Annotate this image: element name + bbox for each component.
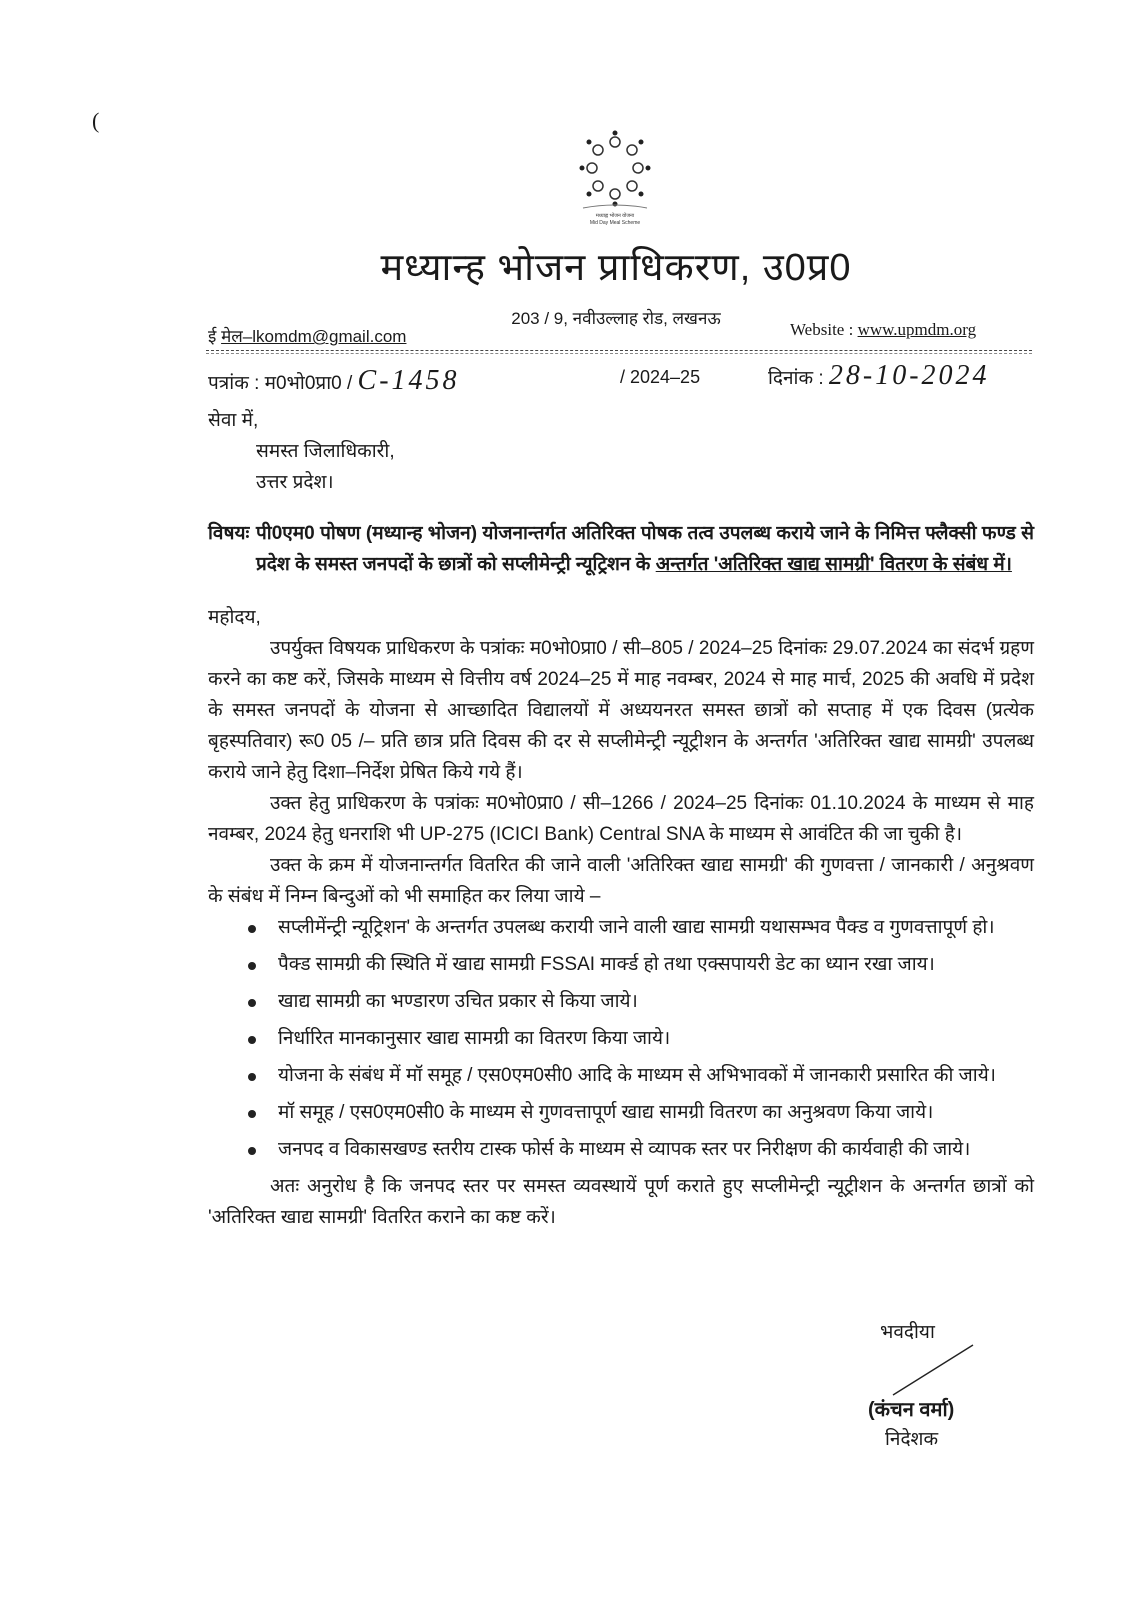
signatory-designation: निदेशक [885, 1429, 939, 1450]
email-link[interactable]: मेल–lkomdm@gmail.com [221, 327, 407, 346]
email-line [208, 324, 406, 347]
paragraph-3: उक्त के क्रम में योजनान्तर्गत वितरित की जाने वाली 'अतिरिक्त खाद्य सामग्री' की गुणवत्ता / जानकारी / अनुश्रवण के संबंध में निम्न बिन्दुओं को भी समाहित कर लिया जाये – [208, 855, 1034, 907]
subject-label: विषयः [208, 523, 250, 544]
subject-text [256, 518, 1034, 580]
mid-day-meal-logo [575, 128, 655, 228]
list-item: जनपद व विकासखण्ड स्तरीय टास्क फोर्स के माध्यम से व्यापक स्तर पर निरीक्षण की कार्यवाही की जाये। [278, 1134, 1034, 1165]
salutation-to: सेवा में, [208, 410, 259, 431]
svg-text:Mid Day Meal Scheme: Mid Day Meal Scheme [589, 220, 641, 226]
list-item: पैक्ड सामग्री की स्थिति में खाद्य सामग्री FSSAI मार्क्ड हो तथा एक्सपायरी डेट का ध्यान रखा जाय। [278, 949, 1034, 980]
conclusion: अतः अनुरोध है कि जनपद स्तर पर समस्त व्यवस्थायें पूर्ण कराते हुए सप्लीमेन्ट्री न्यूट्रीशन के अन्तर्गत छात्रों को 'अतिरिक्त खाद्य सामग्री' वितरित कराने का कष्ट करें। [208, 1176, 1034, 1228]
signature-stroke [888, 1340, 978, 1400]
header-divider [206, 350, 1032, 351]
reference-number: C-1458 [357, 365, 460, 396]
recipient-line-2: उत्तर प्रदेश। [256, 472, 334, 493]
closing: भवदीया [880, 1322, 935, 1343]
subject [208, 518, 1034, 580]
paragraph-2: उक्त हेतु प्राधिकरण के पत्रांकः म0भो0प्रा0 / सी–1266 / 2024–25 दिनांकः 01.10.2024 के माध्यम से माह नवम्बर, 2024 हेतु धनराशि भी UP-275 (ICICI Bank) Central SNA के माध्यम से आवंटित की जा चुकी है। [208, 793, 1034, 845]
list-item: सप्लीमेंन्ट्री न्यूट्रिशन' के अन्तर्गत उपलब्ध करायी जाने वाली खाद्य सामग्री यथासम्भव पैक्ड व गुणवत्तापूर्ण हो। [278, 912, 1034, 943]
date-value: 28-10-2024 [828, 360, 990, 391]
reference-label: पत्रांक : म0भो0प्रा0 / [208, 373, 358, 394]
list-item: निर्धारित मानकानुसार खाद्य सामग्री का वितरण किया जाये। [278, 1023, 1034, 1054]
website-link[interactable]: www.upmdm.org [857, 320, 977, 339]
instruction-list [208, 912, 1034, 1165]
header-divider-2 [206, 353, 1032, 354]
signatory-name: (कंचन वर्मा) [868, 1399, 955, 1421]
email-prefix: ई [208, 327, 222, 346]
authority-address: 203 / 9, नवीउल्लाह रोड, लखनऊ [511, 309, 721, 328]
date-label: दिनांक : [768, 368, 829, 389]
list-item: खाद्य सामग्री का भण्डारण उचित प्रकार से किया जाये। [278, 986, 1034, 1017]
letter-reference [208, 365, 460, 397]
subject-text-underlined: अन्तर्गत 'अतिरिक्त खाद्य सामग्री' वितरण के संबंध में। [655, 554, 1012, 575]
list-item: मॉ समूह / एस0एम0सी0 के माध्यम से गुणवत्तापूर्ण खाद्य सामग्री वितरण का अनुश्रवण किया जाये। [278, 1097, 1034, 1128]
subject-text-main: पी0एम0 पोषण (मध्यान्ह भोजन) योजनान्तर्गत अतिरिक्त पोषक तत्व उपलब्ध कराये जाने के निमित्त फ्लैक्सी फण्ड से प्रदेश के समस्त जनपदों के छात्रों को सप्लीमेन्ट्री न्यूट्रिशन के [256, 523, 1034, 575]
reference-year: / 2024–25 [620, 367, 701, 387]
list-item: योजना के संबंध में मॉ समूह / एस0एम0सी0 आदि के माध्यम से अभिभावकों में जानकारी प्रसारित की जाये। [278, 1060, 1034, 1091]
authority-title: मध्यान्ह भोजन प्राधिकरण, उ0प्र0 [380, 247, 852, 289]
letter-date [768, 360, 990, 392]
margin-mark: ( [92, 108, 100, 133]
recipient-line-1: समस्त जिलाधिकारी, [256, 441, 395, 462]
svg-text:मध्याह्न भोजन योजना: मध्याह्न भोजन योजना [595, 213, 635, 219]
paragraph-1: उपर्युक्त विषयक प्राधिकरण के पत्रांकः म0भो0प्रा0 / सी–805 / 2024–25 दिनांकः 29.07.2024 का संदर्भ ग्रहण करने का कष्ट करें, जिसके माध्यम से वित्तीय वर्ष 2024–25 में माह नवम्बर, 2024 से माह मार्च, 2025 की अवधि में प्रदेश के समस्त जनपदों के योजना से आच्छादित विद्यालयों में अध्ययनरत समस्त छात्रों को सप्ताह में एक दिवस (प्रत्येक बृहस्पतिवार) रू0 05 /– प्रति छात्र प्रति दिवस की दर से सप्लीमेन्ट्री न्यूट्रीशन के अन्तर्गत 'अतिरिक्त खाद्य सामग्री' उपलब्ध कराये जाने हेतु दिशा–निर्देश प्रेषित किये गये हैं। [208, 638, 1034, 783]
greeting: महोदय, [208, 607, 261, 628]
letter-body [208, 405, 1034, 1233]
website-label: Website : [790, 320, 858, 339]
website-line [790, 320, 976, 340]
